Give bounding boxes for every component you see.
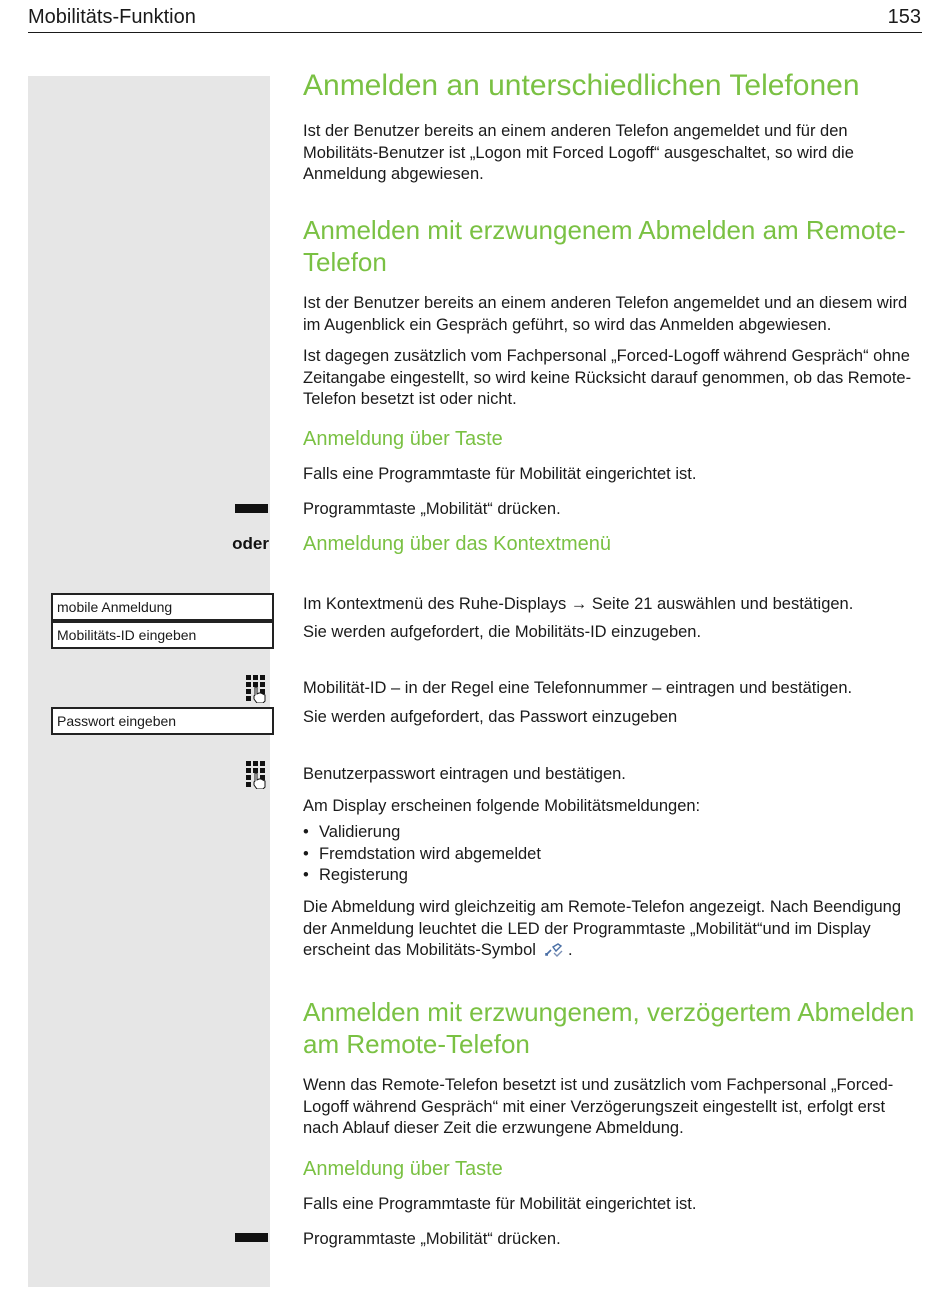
section2-heading: Anmelden mit erzwungenem Abmelden am Remote-Telefon (303, 215, 906, 277)
section3-heading: Anmelden mit erzwungenem, verzögertem Abmelden am Remote-Telefon (303, 997, 915, 1059)
section2-pw-prompt: Sie werden aufgefordert, das Passwort einzugeben (303, 708, 678, 726)
section2-id-prompt: Sie werden aufgefordert, die Mobilitäts-ID einzugeben. (303, 623, 702, 641)
oder-label: oder (232, 534, 269, 553)
keypad-hand-icon (246, 675, 268, 703)
section1-heading: Anmelden an unterschiedlichen Telefonen (303, 69, 860, 102)
section2-text1: Ist der Benutzer bereits an einem anderen Telefon angemeldet und an diesem wird im Augenblick ein Gespräch geführt, so wird das Anmelden abgewiesen. (303, 294, 908, 334)
list-item: • Registerung (303, 865, 541, 887)
sidebar-column (28, 76, 270, 1287)
section2-taste-action: Programmtaste „Mobilität“ drücken. (303, 500, 561, 518)
section3-taste-text: Falls eine Programmtaste für Mobilität eingerichtet ist. (303, 1195, 697, 1213)
section2-final-dot: . (567, 941, 573, 959)
section2-menu-text: Im Kontextmenü des Ruhe-Displays → Seite 21 auswählen und bestätigen. (303, 595, 854, 613)
section2-text2: Ist dagegen zusätzlich vom Fachpersonal „Forced-Logoff während Gespräch“ ohne Zeitangabe eingestellt, so wird keine Rücksicht darauf genommen, ob das Remote-Telefon besetzt ist oder nicht. (303, 347, 912, 408)
section2-taste-text: Falls eine Programmtaste für Mobilität eingerichtet ist. (303, 465, 697, 483)
section2-messages-intro: Am Display erscheinen folgende Mobilitätsmeldungen: (303, 797, 701, 815)
page-number: 153 (887, 6, 921, 28)
list-item: • Validierung (303, 822, 541, 844)
display-mobile-anmeldung: mobile Anmeldung (51, 593, 274, 621)
section1-text: Ist der Benutzer bereits an einem anderen Telefon angemeldet und für den Mobilitäts-Benutzer ist „Logon mit Forced Logoff“ ausgeschaltet, so wird die Anmeldung abgewiesen. (303, 122, 854, 183)
mobility-symbol-icon (544, 942, 564, 958)
keypad-hand-icon (246, 761, 268, 789)
display-mobilitaets-id: Mobilitäts-ID eingeben (51, 621, 274, 649)
display-passwort: Passwort eingeben (51, 707, 274, 735)
section3-subheading-taste: Anmeldung über Taste (303, 1158, 503, 1180)
list-item: • Fremdstation wird abgemeldet (303, 844, 541, 866)
section2-subheading-menu: Anmeldung über das Kontextmenü (303, 533, 611, 555)
program-key-icon (235, 1233, 268, 1242)
section2-final-text: Die Abmeldung wird gleichzeitig am Remote-Telefon angezeigt. Nach Beendigung der Anmeldung leuchtet die LED der Programmtaste „Mobilität“und im Display erscheint das Mobilitäts-Symbol (303, 898, 902, 959)
header-rule (28, 32, 922, 33)
section2-pw-action: Benutzerpasswort eintragen und bestätigen. (303, 765, 626, 783)
mobility-messages-list (303, 822, 541, 887)
section2-subheading-taste: Anmeldung über Taste (303, 428, 503, 450)
section3-text: Wenn das Remote-Telefon besetzt ist und zusätzlich vom Fachpersonal „Forced-Logoff während Gespräch“ mit einer Verzögerungszeit eingestellt ist, erfolgt erst nach Ablauf dieser Zeit die erzwungene Abmeldung. (303, 1076, 894, 1137)
section2-final-paragraph (303, 897, 923, 962)
section2-id-action: Mobilität-ID – in der Regel eine Telefonnummer – eintragen und bestätigen. (303, 679, 853, 697)
program-key-icon (235, 504, 268, 513)
header-title: Mobilitäts-Funktion (28, 6, 196, 28)
section3-taste-action: Programmtaste „Mobilität“ drücken. (303, 1230, 561, 1248)
